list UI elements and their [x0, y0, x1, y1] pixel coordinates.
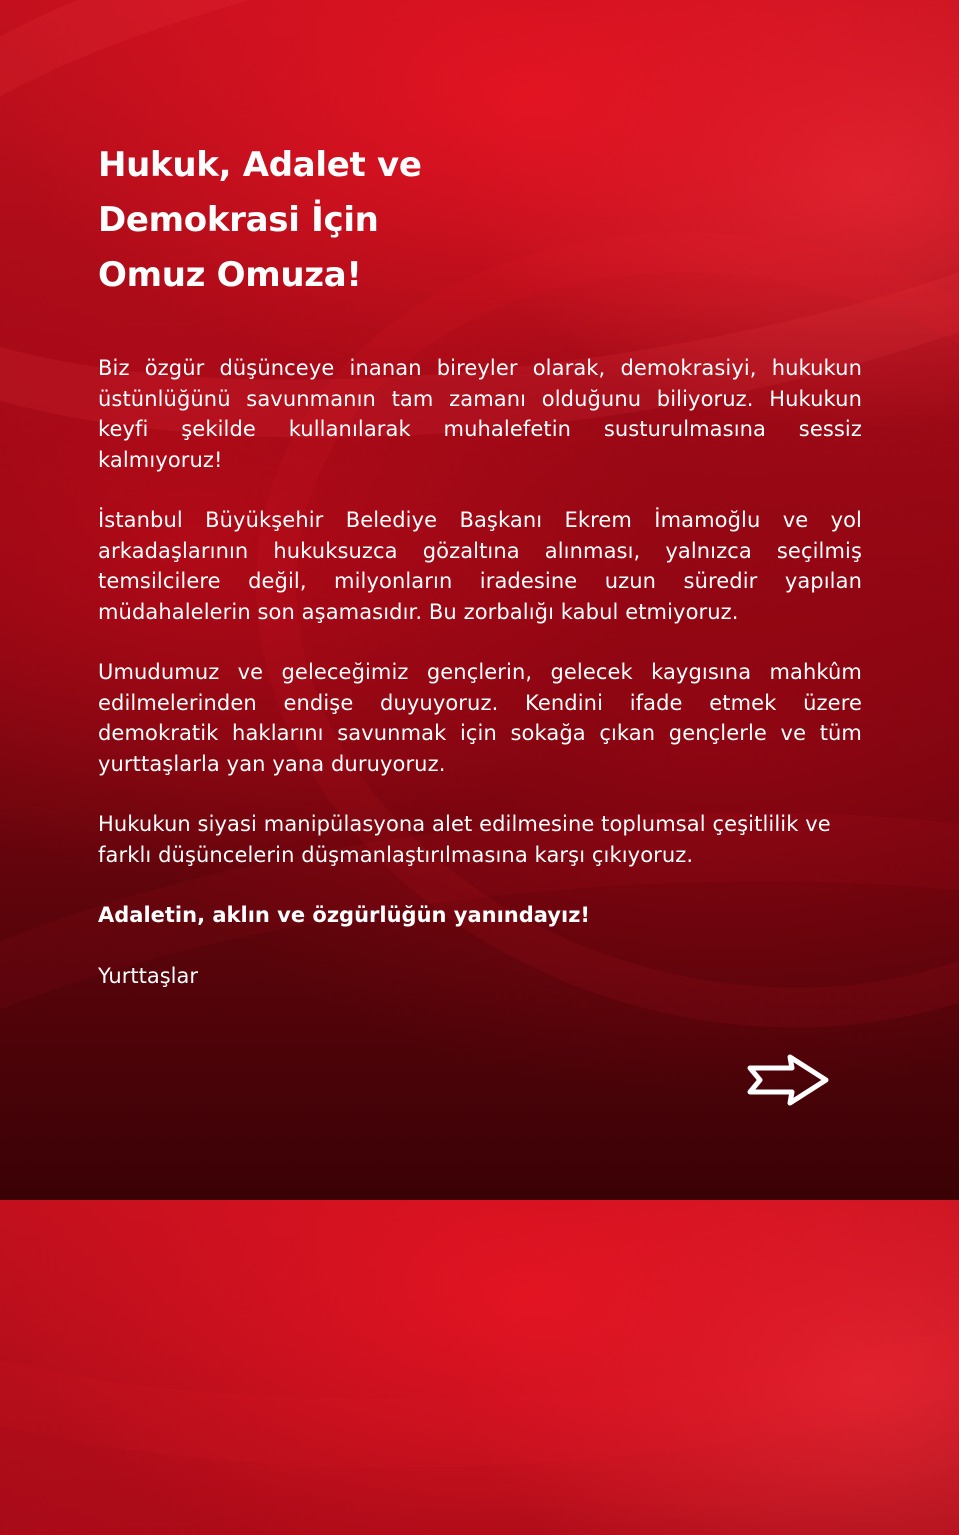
statement-paragraph: Biz özgür düşünceye inanan bireyler olarak, demokrasiyi, hukukun üstünlüğünü savunmanın tam zamanı olduğunu biliyoruz. Hukukun keyfi şekilde kullanılarak muhalefetin susturulmasına sessiz kalmıyoruz!: [98, 356, 862, 472]
statement-content: [98, 138, 862, 991]
statement-paragraph: İstanbul Büyükşehir Belediye Başkanı Ekrem İmamoğlu ve yol arkadaşlarının hukuksuzca gözaltına alınması, yalnızca seçilmiş temsilcilere değil, milyonların iradesine uzun süredir yapılan müdahalelerin son aşamasıdır. Bu zorbalığı kabul etmiyoruz.: [98, 508, 862, 624]
statement-paragraph: Hukukun siyasi manipülasyona alet edilmesine toplumsal çeşitlilik ve farklı düşüncelerin düşmanlaştırılmasına karşı çıkıyoruz.: [98, 812, 831, 867]
signature: Yurttaşlar: [98, 964, 198, 988]
statement-paragraph: Umudumuz ve geleceğimiz gençlerin, gelecek kaygısına mahkûm edilmelerinden endişe duyuyoruz. Kendini ifade etmek üzere demokratik haklarını savunmak için sokağa çıkan gençlerle ve tüm yurttaşlarla yan yana duruyoruz.: [98, 660, 862, 776]
headline: [98, 138, 862, 303]
headline-line: Omuz Omuza!: [98, 255, 362, 295]
slogan: Adaletin, aklın ve özgürlüğün yanındayız!: [98, 903, 590, 927]
next-slide-button[interactable]: [746, 1052, 830, 1108]
arrow-right-icon: [746, 1052, 830, 1108]
headline-line: Demokrasi İçin: [98, 200, 379, 240]
headline-line: Hukuk, Adalet ve: [98, 145, 422, 185]
